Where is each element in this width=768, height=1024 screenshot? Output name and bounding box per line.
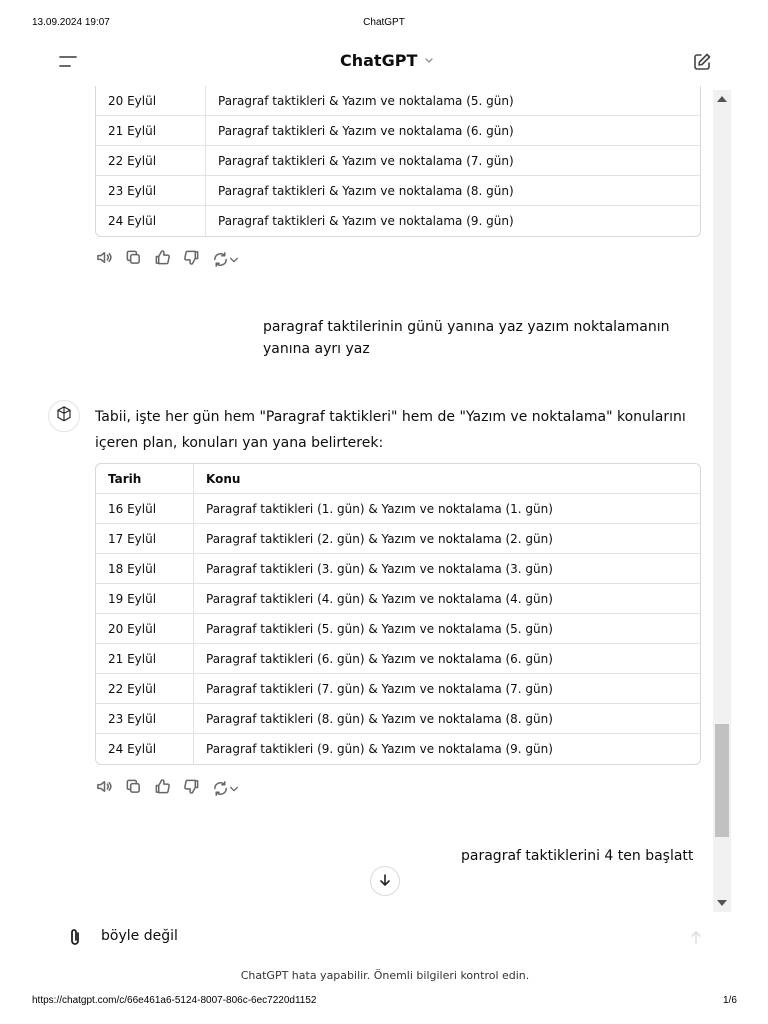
print-page-title: ChatGPT — [363, 17, 405, 28]
model-selector[interactable] — [340, 51, 435, 70]
topic-cell: Paragraf taktikleri & Yazım ve noktalama (9. gün) — [218, 214, 514, 228]
table-row — [96, 494, 700, 524]
date-cell: 20 Eylül — [96, 86, 206, 115]
openai-logo-icon — [55, 405, 73, 427]
new-chat-icon[interactable] — [692, 52, 712, 76]
scroll-up-arrow-icon[interactable] — [717, 96, 727, 102]
topic-cell: Paragraf taktikleri (7. gün) & Yazım ve noktalama (7. gün) — [206, 681, 553, 696]
date-cell: 18 Eylül — [96, 554, 194, 583]
date-cell: 22 Eylül — [96, 146, 206, 175]
topic-cell: Paragraf taktikleri & Yazım ve noktalama (7. gün) — [218, 153, 514, 168]
assistant-message-line: Tabii, işte her gün hem "Paragraf taktikleri" hem de "Yazım ve noktalama" konularını — [95, 409, 686, 425]
table-row — [96, 614, 700, 644]
date-cell: 19 Eylül — [96, 584, 194, 613]
regenerate-icon[interactable] — [212, 249, 239, 270]
user-message: paragraf taktiklerini 4 ten başlatt — [461, 848, 694, 864]
message-actions — [96, 778, 239, 799]
assistant-message — [95, 404, 686, 456]
disclaimer-text: ChatGPT hata yapabilir. Önemli bilgileri kontrol edin. — [240, 969, 530, 982]
topic-cell: Paragraf taktikleri (6. gün) & Yazım ve noktalama (6. gün) — [206, 651, 553, 666]
date-cell: 23 Eylül — [96, 176, 206, 205]
topic-cell: Paragraf taktikleri (9. gün) & Yazım ve noktalama (9. gün) — [206, 742, 553, 756]
table-row — [96, 116, 700, 146]
chevron-down-icon — [423, 51, 435, 70]
date-cell: 24 Eylül — [96, 206, 206, 236]
table-row — [96, 206, 700, 236]
user-message-line: paragraf taktilerinin günü yanına yaz yazım noktalamanın — [263, 319, 670, 335]
scroll-down-arrow-icon[interactable] — [717, 900, 727, 906]
topic-cell: Paragraf taktikleri (2. gün) & Yazım ve noktalama (2. gün) — [206, 531, 553, 546]
date-cell: 21 Eylül — [96, 644, 194, 673]
topic-cell: Paragraf taktikleri & Yazım ve noktalama (8. gün) — [218, 183, 514, 198]
table-row — [96, 584, 700, 614]
topic-cell: Paragraf taktikleri & Yazım ve noktalama (5. gün) — [218, 93, 514, 108]
app-title: ChatGPT — [340, 51, 418, 70]
date-cell: 17 Eylül — [96, 524, 194, 553]
thumbs-up-icon[interactable] — [154, 249, 171, 270]
date-cell: 16 Eylül — [96, 494, 194, 523]
regenerate-icon[interactable] — [212, 778, 239, 799]
table-row — [96, 146, 700, 176]
topic-cell: Paragraf taktikleri & Yazım ve noktalama (6. gün) — [218, 123, 514, 138]
message-input[interactable]: böyle değil — [101, 928, 178, 944]
assistant-avatar — [48, 400, 80, 432]
attach-icon[interactable] — [66, 927, 84, 951]
table-row — [96, 524, 700, 554]
sidebar-menu-icon[interactable] — [58, 54, 78, 70]
column-header-date: Tarih — [96, 464, 194, 493]
table-row — [96, 644, 700, 674]
thumbs-down-icon[interactable] — [183, 778, 200, 799]
copy-icon[interactable] — [125, 249, 142, 270]
print-datetime: 13.09.2024 19:07 — [32, 17, 110, 28]
thumbs-up-icon[interactable] — [154, 778, 171, 799]
topic-cell: Paragraf taktikleri (1. gün) & Yazım ve noktalama (1. gün) — [206, 501, 553, 516]
topic-cell: Paragraf taktikleri (5. gün) & Yazım ve noktalama (5. gün) — [206, 621, 553, 636]
user-message-line: yanına ayrı yaz — [263, 341, 370, 357]
table-header-row — [96, 464, 700, 494]
date-cell: 24 Eylül — [96, 734, 194, 764]
send-icon[interactable] — [688, 929, 704, 949]
assistant-message-line: içeren plan, konuları yan yana belirterek: — [95, 435, 384, 451]
message-actions — [96, 249, 239, 270]
user-message — [263, 316, 669, 360]
print-page-number: 1/6 — [723, 995, 737, 1006]
date-cell: 21 Eylül — [96, 116, 206, 145]
topic-cell: Paragraf taktikleri (8. gün) & Yazım ve noktalama (8. gün) — [206, 711, 553, 726]
read-aloud-icon[interactable] — [96, 778, 113, 799]
date-cell: 23 Eylül — [96, 704, 194, 733]
table-row — [96, 704, 700, 734]
scrollbar[interactable] — [713, 90, 731, 912]
arrow-down-icon — [378, 872, 392, 891]
topic-cell: Paragraf taktikleri (4. gün) & Yazım ve noktalama (4. gün) — [206, 591, 553, 606]
column-header-topic: Konu — [206, 471, 241, 486]
table-row — [96, 554, 700, 584]
thumbs-down-icon[interactable] — [183, 249, 200, 270]
date-cell: 20 Eylül — [96, 614, 194, 643]
print-url: https://chatgpt.com/c/66e461a6-5124-8007-806c-6ec7220d1152 — [32, 995, 317, 1006]
table-row — [96, 176, 700, 206]
scroll-to-bottom-button[interactable] — [370, 866, 400, 896]
topic-cell: Paragraf taktikleri (3. gün) & Yazım ve noktalama (3. gün) — [206, 561, 553, 576]
read-aloud-icon[interactable] — [96, 249, 113, 270]
schedule-table-previous — [95, 86, 701, 237]
copy-icon[interactable] — [125, 778, 142, 799]
schedule-table — [95, 463, 701, 765]
table-row — [96, 734, 700, 764]
table-row — [96, 674, 700, 704]
scrollbar-thumb[interactable] — [715, 724, 729, 837]
date-cell: 22 Eylül — [96, 674, 194, 703]
table-row — [96, 86, 700, 116]
